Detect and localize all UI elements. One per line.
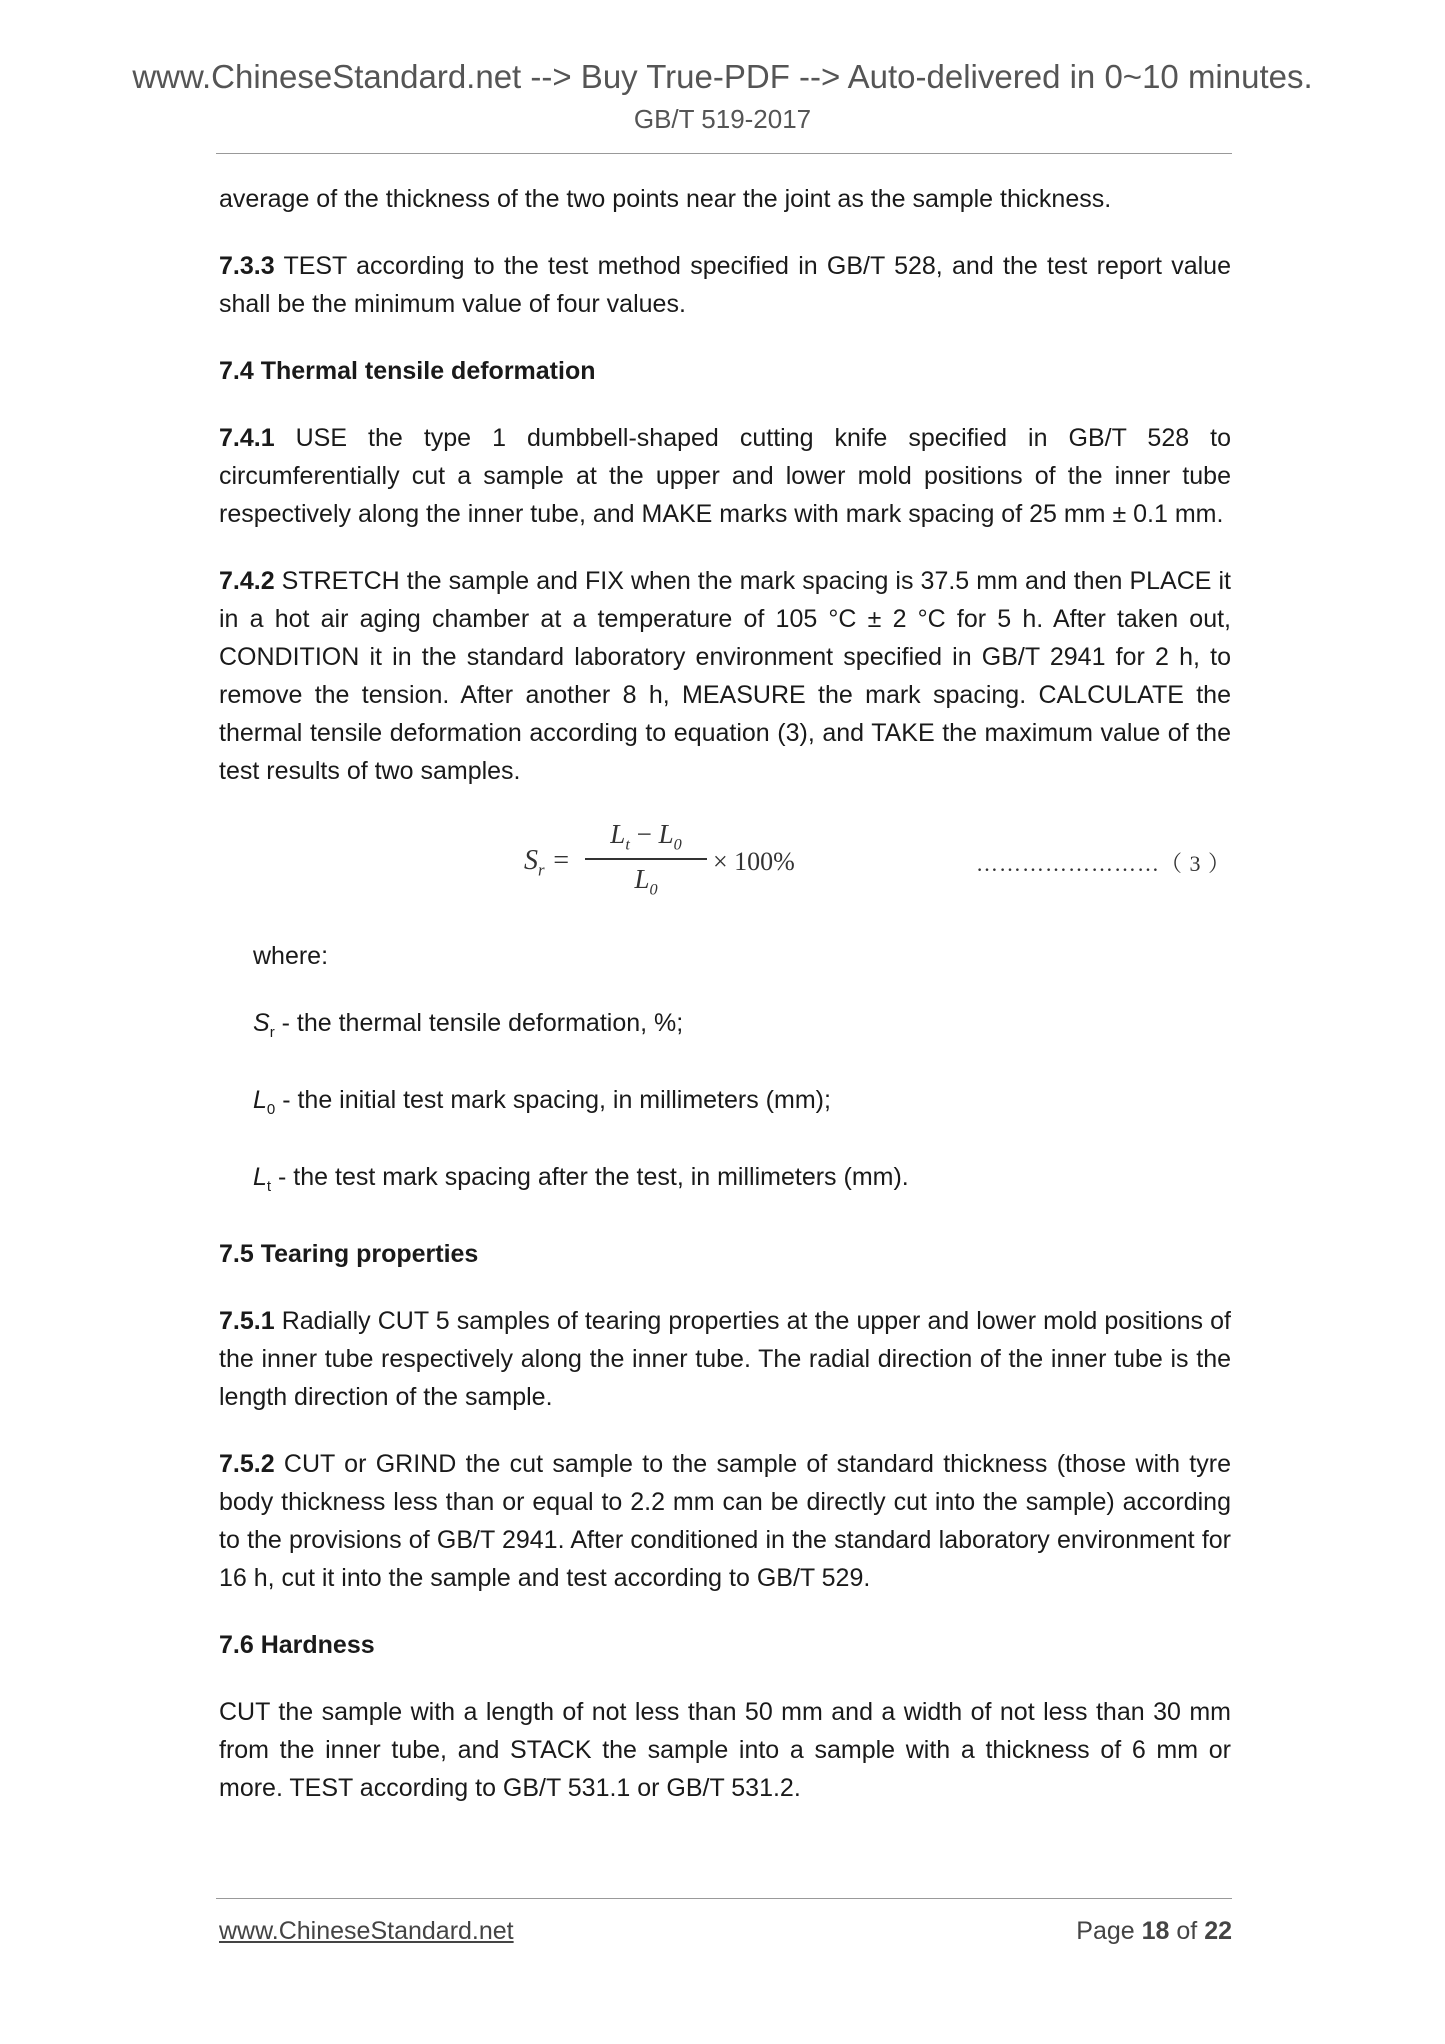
equation-rhs: × 100%: [713, 847, 795, 876]
equation-reference: ……………………（ 3 ）: [975, 851, 1231, 876]
definition-sr: $S_r$ - the thermal tensile deformation, %;: [253, 1009, 684, 1041]
clause-7-5-1: 7.5.1 Radially CUT 5 samples of tearing properties at the upper and lower mold positions of the inner tube respectively along the inner tube. The radial direction of the inner tube is the length direction of the sample.: [219, 1307, 1231, 1411]
fraction-bar: [585, 858, 707, 860]
paragraph-intro: average of the thickness of the two points near the joint as the sample thickness.: [219, 185, 1112, 213]
heading-7-5: 7.5 Tearing properties: [219, 1240, 479, 1268]
document-body: [219, 180, 1231, 1836]
clause-number: 7.4.1: [219, 424, 275, 452]
where-label: where:: [253, 942, 329, 970]
page-number: Page 18 of 22: [1076, 1917, 1232, 1945]
definition-lt: $L_t$ - the test mark spacing after the test, in millimeters (mm).: [253, 1163, 909, 1195]
clause-number: 7.3.3: [219, 252, 275, 280]
clause-7-3-3: 7.3.3 TEST according to the test method specified in GB/T 528, and the test report value shall be the minimum value of four values.: [219, 252, 1231, 318]
equation-numerator: $L_t - L_0$: [610, 819, 682, 854]
header-divider: [216, 153, 1232, 154]
equation-lhs: $S_r$ =: [524, 845, 571, 880]
clause-7-5-2: 7.5.2 CUT or GRIND the cut sample to the sample of standard thickness (those with tyre body thickness less than or equal to 2.2 mm can be directly cut into the sample) according to the provisions of GB/T 2941. After conditioned in the standard laboratory environment for 16 h, cut it into the sample and test according to GB/T 529.: [219, 1450, 1231, 1592]
definition-l0: $L_0$ - the initial test mark spacing, in millimeters (mm);: [253, 1086, 831, 1118]
clause-7-4-2: 7.4.2 STRETCH the sample and FIX when the mark spacing is 37.5 mm and then PLACE it in a hot air aging chamber at a temperature of 105 °C ± 2 °C for 5 h. After taken out, CONDITION it in the standard laboratory environment specified in GB/T 2941 for 2 h, to remove the tension. After another 8 h, MEASURE the mark spacing. CALCULATE the thermal tensile deformation according to equation (3), and TAKE the maximum value of the test results of two samples.: [219, 567, 1231, 785]
heading-7-6: 7.6 Hardness: [219, 1631, 375, 1659]
clause-7-6: CUT the sample with a length of not less than 50 mm and a width of not less than 30 mm from the inner tube, and STACK the sample into a sample with a thickness of 6 mm or more. TEST according to GB/T 531.1 or GB/T 531.2.: [219, 1698, 1231, 1802]
header-standard-number: GB/T 519-2017: [633, 104, 812, 134]
footer-website-link[interactable]: www.ChineseStandard.net: [219, 1917, 514, 1945]
header-banner: www.ChineseStandard.net --> Buy True-PDF --> Auto-delivered in 0~10 minutes.: [132, 58, 1313, 95]
clause-7-4-1: 7.4.1 USE the type 1 dumbbell-shaped cutting knife specified in GB/T 528 to circumferentially cut a sample at the upper and lower mold positions of the inner tube respectively along the inner tube, and MAKE marks with mark spacing of 25 mm ± 0.1 mm.: [219, 424, 1231, 528]
clause-number: 7.5.2: [219, 1450, 275, 1478]
clause-number: 7.4.2: [219, 567, 275, 595]
equation-denominator: $L_0$: [634, 864, 658, 899]
clause-number: 7.5.1: [219, 1307, 275, 1335]
heading-7-4: 7.4 Thermal tensile deformation: [219, 357, 596, 385]
footer-divider: [216, 1898, 1232, 1899]
equation-fraction: [585, 819, 707, 900]
equation-3: [219, 819, 1231, 911]
